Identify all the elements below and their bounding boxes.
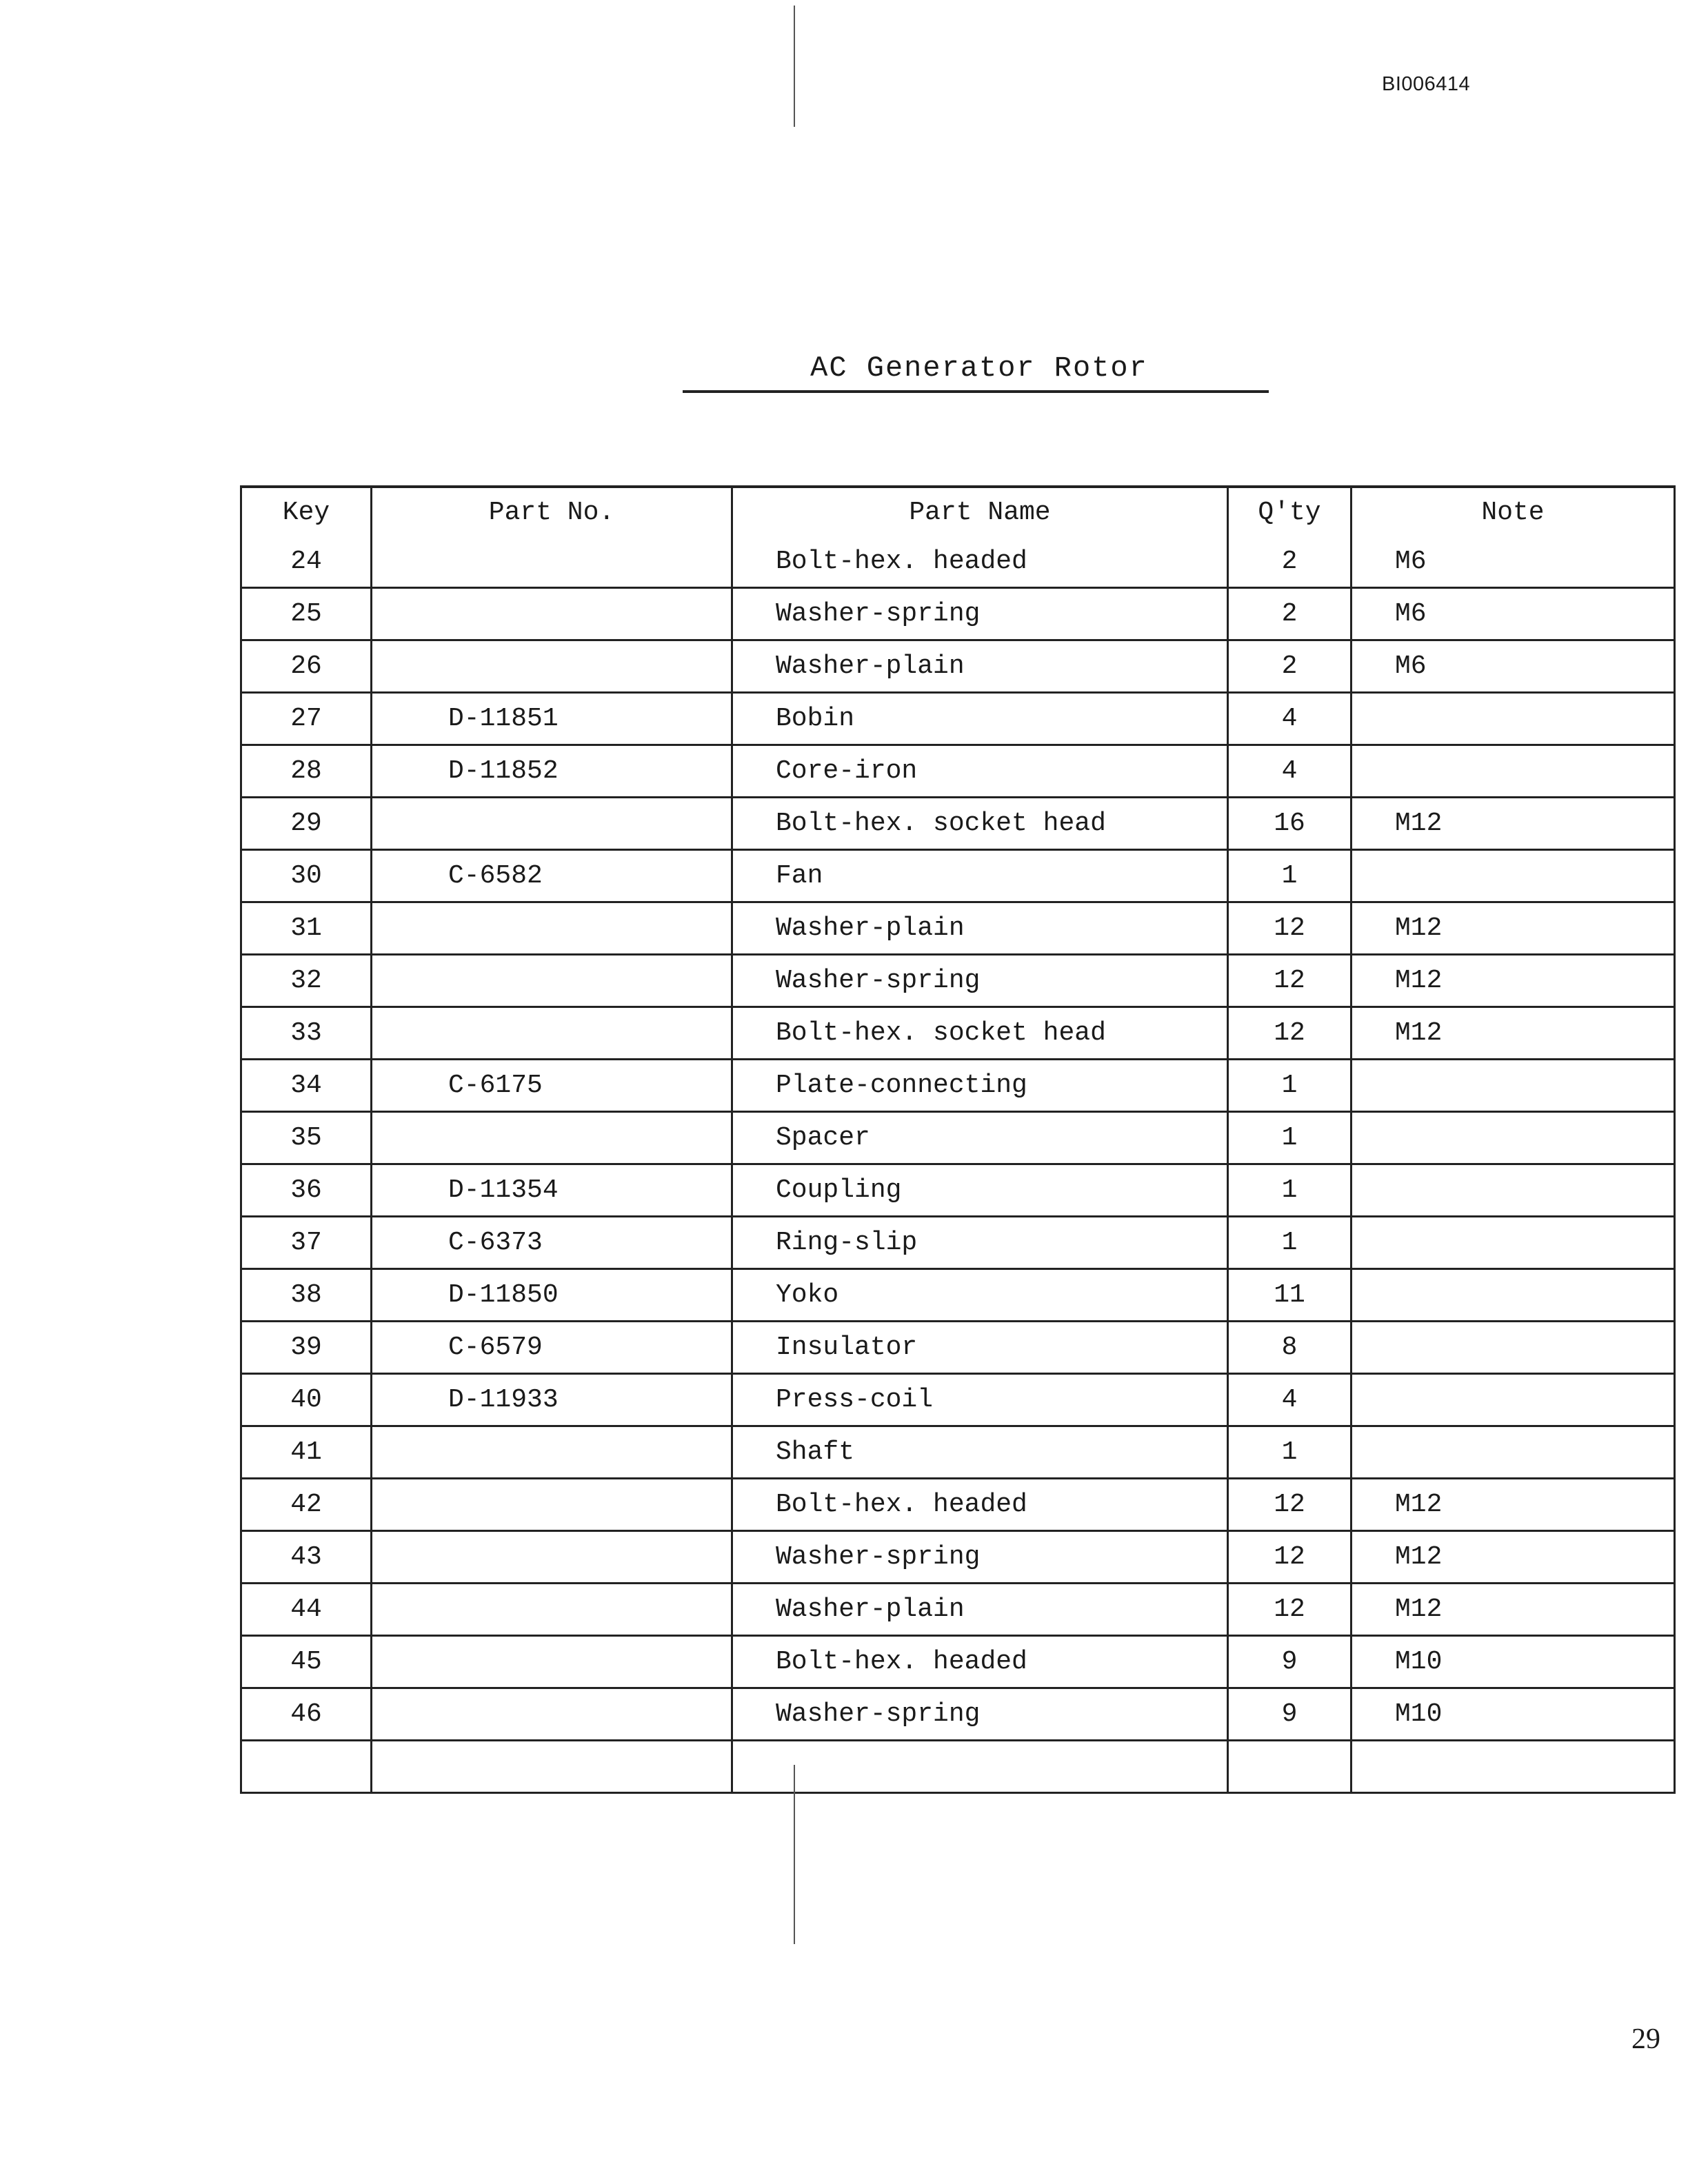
cell-part-name: Shaft	[732, 1426, 1228, 1479]
cell-part-name: Bobin	[732, 693, 1228, 745]
cell-key: 31	[241, 902, 372, 955]
binding-line-bottom	[794, 1765, 795, 1944]
cell-part-no	[372, 1584, 732, 1636]
cell-part-name: Fan	[732, 850, 1228, 902]
cell-key: 24	[241, 536, 372, 588]
cell-qty: 4	[1228, 693, 1352, 745]
table-row	[241, 1636, 1675, 1688]
table-row	[241, 1426, 1675, 1479]
cell-qty: 2	[1228, 536, 1352, 588]
cell-part-no	[372, 536, 732, 588]
cell-key: 39	[241, 1322, 372, 1374]
table-header-row	[241, 487, 1675, 536]
cell-qty: 4	[1228, 745, 1352, 798]
table-row	[241, 1688, 1675, 1741]
cell-key: 36	[241, 1164, 372, 1217]
cell-part-no: C-6175	[372, 1060, 732, 1112]
cell-part-no: C-6582	[372, 850, 732, 902]
cell-part-no	[372, 588, 732, 640]
cell-part-no	[372, 798, 732, 850]
page-title: AC Generator Rotor	[810, 352, 1148, 385]
cell-part-name: Washer-plain	[732, 902, 1228, 955]
cell-part-name: Bolt-hex. headed	[732, 536, 1228, 588]
cell-part-no: C-6373	[372, 1217, 732, 1269]
cell-key: 40	[241, 1374, 372, 1426]
cell-part-no	[372, 1636, 732, 1688]
cell-key: 28	[241, 745, 372, 798]
cell-key: 35	[241, 1112, 372, 1164]
cell-part-name: Yoko	[732, 1269, 1228, 1322]
cell-qty: 12	[1228, 1479, 1352, 1531]
table-row	[241, 1112, 1675, 1164]
cell-qty: 12	[1228, 1584, 1352, 1636]
cell-part-name: Washer-plain	[732, 640, 1228, 693]
cell-part-name: Core-iron	[732, 745, 1228, 798]
table-row	[241, 1269, 1675, 1322]
cell-qty	[1228, 1741, 1352, 1793]
table-row	[241, 745, 1675, 798]
cell-note: M12	[1352, 955, 1675, 1007]
table-row	[241, 1531, 1675, 1584]
cell-part-no	[372, 1112, 732, 1164]
cell-note: M10	[1352, 1688, 1675, 1741]
cell-note	[1352, 1217, 1675, 1269]
table-row	[241, 798, 1675, 850]
cell-note: M10	[1352, 1636, 1675, 1688]
cell-note: M12	[1352, 798, 1675, 850]
table-row	[241, 1164, 1675, 1217]
cell-part-no	[372, 955, 732, 1007]
cell-qty: 12	[1228, 955, 1352, 1007]
cell-qty: 4	[1228, 1374, 1352, 1426]
title-underline	[683, 390, 1269, 393]
cell-note	[1352, 1269, 1675, 1322]
cell-key	[241, 1741, 372, 1793]
cell-qty: 1	[1228, 1164, 1352, 1217]
cell-part-name: Spacer	[732, 1112, 1228, 1164]
cell-part-no	[372, 1688, 732, 1741]
table-row	[241, 693, 1675, 745]
table-row	[241, 902, 1675, 955]
cell-part-name: Washer-spring	[732, 1531, 1228, 1584]
cell-qty: 16	[1228, 798, 1352, 850]
cell-note	[1352, 693, 1675, 745]
cell-part-no	[372, 1426, 732, 1479]
cell-qty: 2	[1228, 588, 1352, 640]
cell-key: 32	[241, 955, 372, 1007]
cell-qty: 8	[1228, 1322, 1352, 1374]
cell-part-name: Washer-plain	[732, 1584, 1228, 1636]
cell-part-name: Washer-spring	[732, 588, 1228, 640]
table-row	[241, 536, 1675, 588]
table-row	[241, 1479, 1675, 1531]
header-note: Note	[1352, 487, 1675, 536]
table-row	[241, 1217, 1675, 1269]
cell-qty: 9	[1228, 1688, 1352, 1741]
cell-key: 43	[241, 1531, 372, 1584]
cell-key: 25	[241, 588, 372, 640]
cell-note	[1352, 1426, 1675, 1479]
cell-part-name: Washer-spring	[732, 1688, 1228, 1741]
cell-qty: 1	[1228, 850, 1352, 902]
cell-qty: 1	[1228, 1426, 1352, 1479]
cell-note	[1352, 850, 1675, 902]
header-key: Key	[241, 487, 372, 536]
cell-key: 37	[241, 1217, 372, 1269]
cell-note	[1352, 1322, 1675, 1374]
cell-part-no	[372, 1007, 732, 1060]
cell-note: M12	[1352, 902, 1675, 955]
cell-key: 33	[241, 1007, 372, 1060]
table-row	[241, 955, 1675, 1007]
cell-part-name: Press-coil	[732, 1374, 1228, 1426]
cell-note: M12	[1352, 1479, 1675, 1531]
document-id: BI006414	[1382, 73, 1471, 95]
cell-part-no	[372, 1531, 732, 1584]
table-row	[241, 1374, 1675, 1426]
cell-qty: 1	[1228, 1060, 1352, 1112]
cell-note: M6	[1352, 588, 1675, 640]
header-part-no: Part No.	[372, 487, 732, 536]
cell-note: M12	[1352, 1584, 1675, 1636]
cell-qty: 11	[1228, 1269, 1352, 1322]
cell-part-name: Bolt-hex. headed	[732, 1479, 1228, 1531]
cell-note	[1352, 1164, 1675, 1217]
cell-part-name: Washer-spring	[732, 955, 1228, 1007]
cell-qty: 1	[1228, 1217, 1352, 1269]
cell-qty: 2	[1228, 640, 1352, 693]
cell-key: 45	[241, 1636, 372, 1688]
cell-key: 46	[241, 1688, 372, 1741]
cell-part-name: Bolt-hex. socket head	[732, 798, 1228, 850]
cell-note: M6	[1352, 536, 1675, 588]
header-part-name: Part Name	[732, 487, 1228, 536]
cell-part-name: Bolt-hex. socket head	[732, 1007, 1228, 1060]
page-number: 29	[1631, 2023, 1660, 2055]
table-row	[241, 1584, 1675, 1636]
cell-note	[1352, 1060, 1675, 1112]
parts-table	[240, 485, 1676, 1794]
cell-qty: 9	[1228, 1636, 1352, 1688]
cell-qty: 12	[1228, 1531, 1352, 1584]
table-row	[241, 1741, 1675, 1793]
cell-part-name: Ring-slip	[732, 1217, 1228, 1269]
cell-note: M12	[1352, 1007, 1675, 1060]
cell-qty: 12	[1228, 1007, 1352, 1060]
cell-note	[1352, 745, 1675, 798]
cell-part-no	[372, 1741, 732, 1793]
cell-part-no	[372, 640, 732, 693]
cell-qty: 12	[1228, 902, 1352, 955]
cell-note: M6	[1352, 640, 1675, 693]
table-body	[241, 536, 1675, 1793]
table-row	[241, 640, 1675, 693]
cell-part-no	[372, 902, 732, 955]
cell-note	[1352, 1112, 1675, 1164]
cell-note	[1352, 1374, 1675, 1426]
cell-key: 30	[241, 850, 372, 902]
cell-part-no	[372, 1479, 732, 1531]
cell-part-no: D-11852	[372, 745, 732, 798]
table-row	[241, 588, 1675, 640]
cell-part-no: C-6579	[372, 1322, 732, 1374]
cell-key: 26	[241, 640, 372, 693]
cell-part-name: Plate-connecting	[732, 1060, 1228, 1112]
binding-line-top	[794, 6, 795, 127]
cell-key: 41	[241, 1426, 372, 1479]
cell-key: 27	[241, 693, 372, 745]
cell-key: 29	[241, 798, 372, 850]
cell-part-name: Bolt-hex. headed	[732, 1636, 1228, 1688]
cell-part-name: Insulator	[732, 1322, 1228, 1374]
cell-part-no: D-11933	[372, 1374, 732, 1426]
cell-note	[1352, 1741, 1675, 1793]
cell-note: M12	[1352, 1531, 1675, 1584]
cell-qty: 1	[1228, 1112, 1352, 1164]
cell-part-no: D-11354	[372, 1164, 732, 1217]
table-row	[241, 1060, 1675, 1112]
cell-key: 44	[241, 1584, 372, 1636]
cell-part-no: D-11850	[372, 1269, 732, 1322]
cell-key: 34	[241, 1060, 372, 1112]
cell-key: 38	[241, 1269, 372, 1322]
cell-part-name	[732, 1741, 1228, 1793]
table-row	[241, 850, 1675, 902]
table-row	[241, 1007, 1675, 1060]
cell-part-no: D-11851	[372, 693, 732, 745]
cell-part-name: Coupling	[732, 1164, 1228, 1217]
header-qty: Q'ty	[1228, 487, 1352, 536]
table-row	[241, 1322, 1675, 1374]
cell-key: 42	[241, 1479, 372, 1531]
